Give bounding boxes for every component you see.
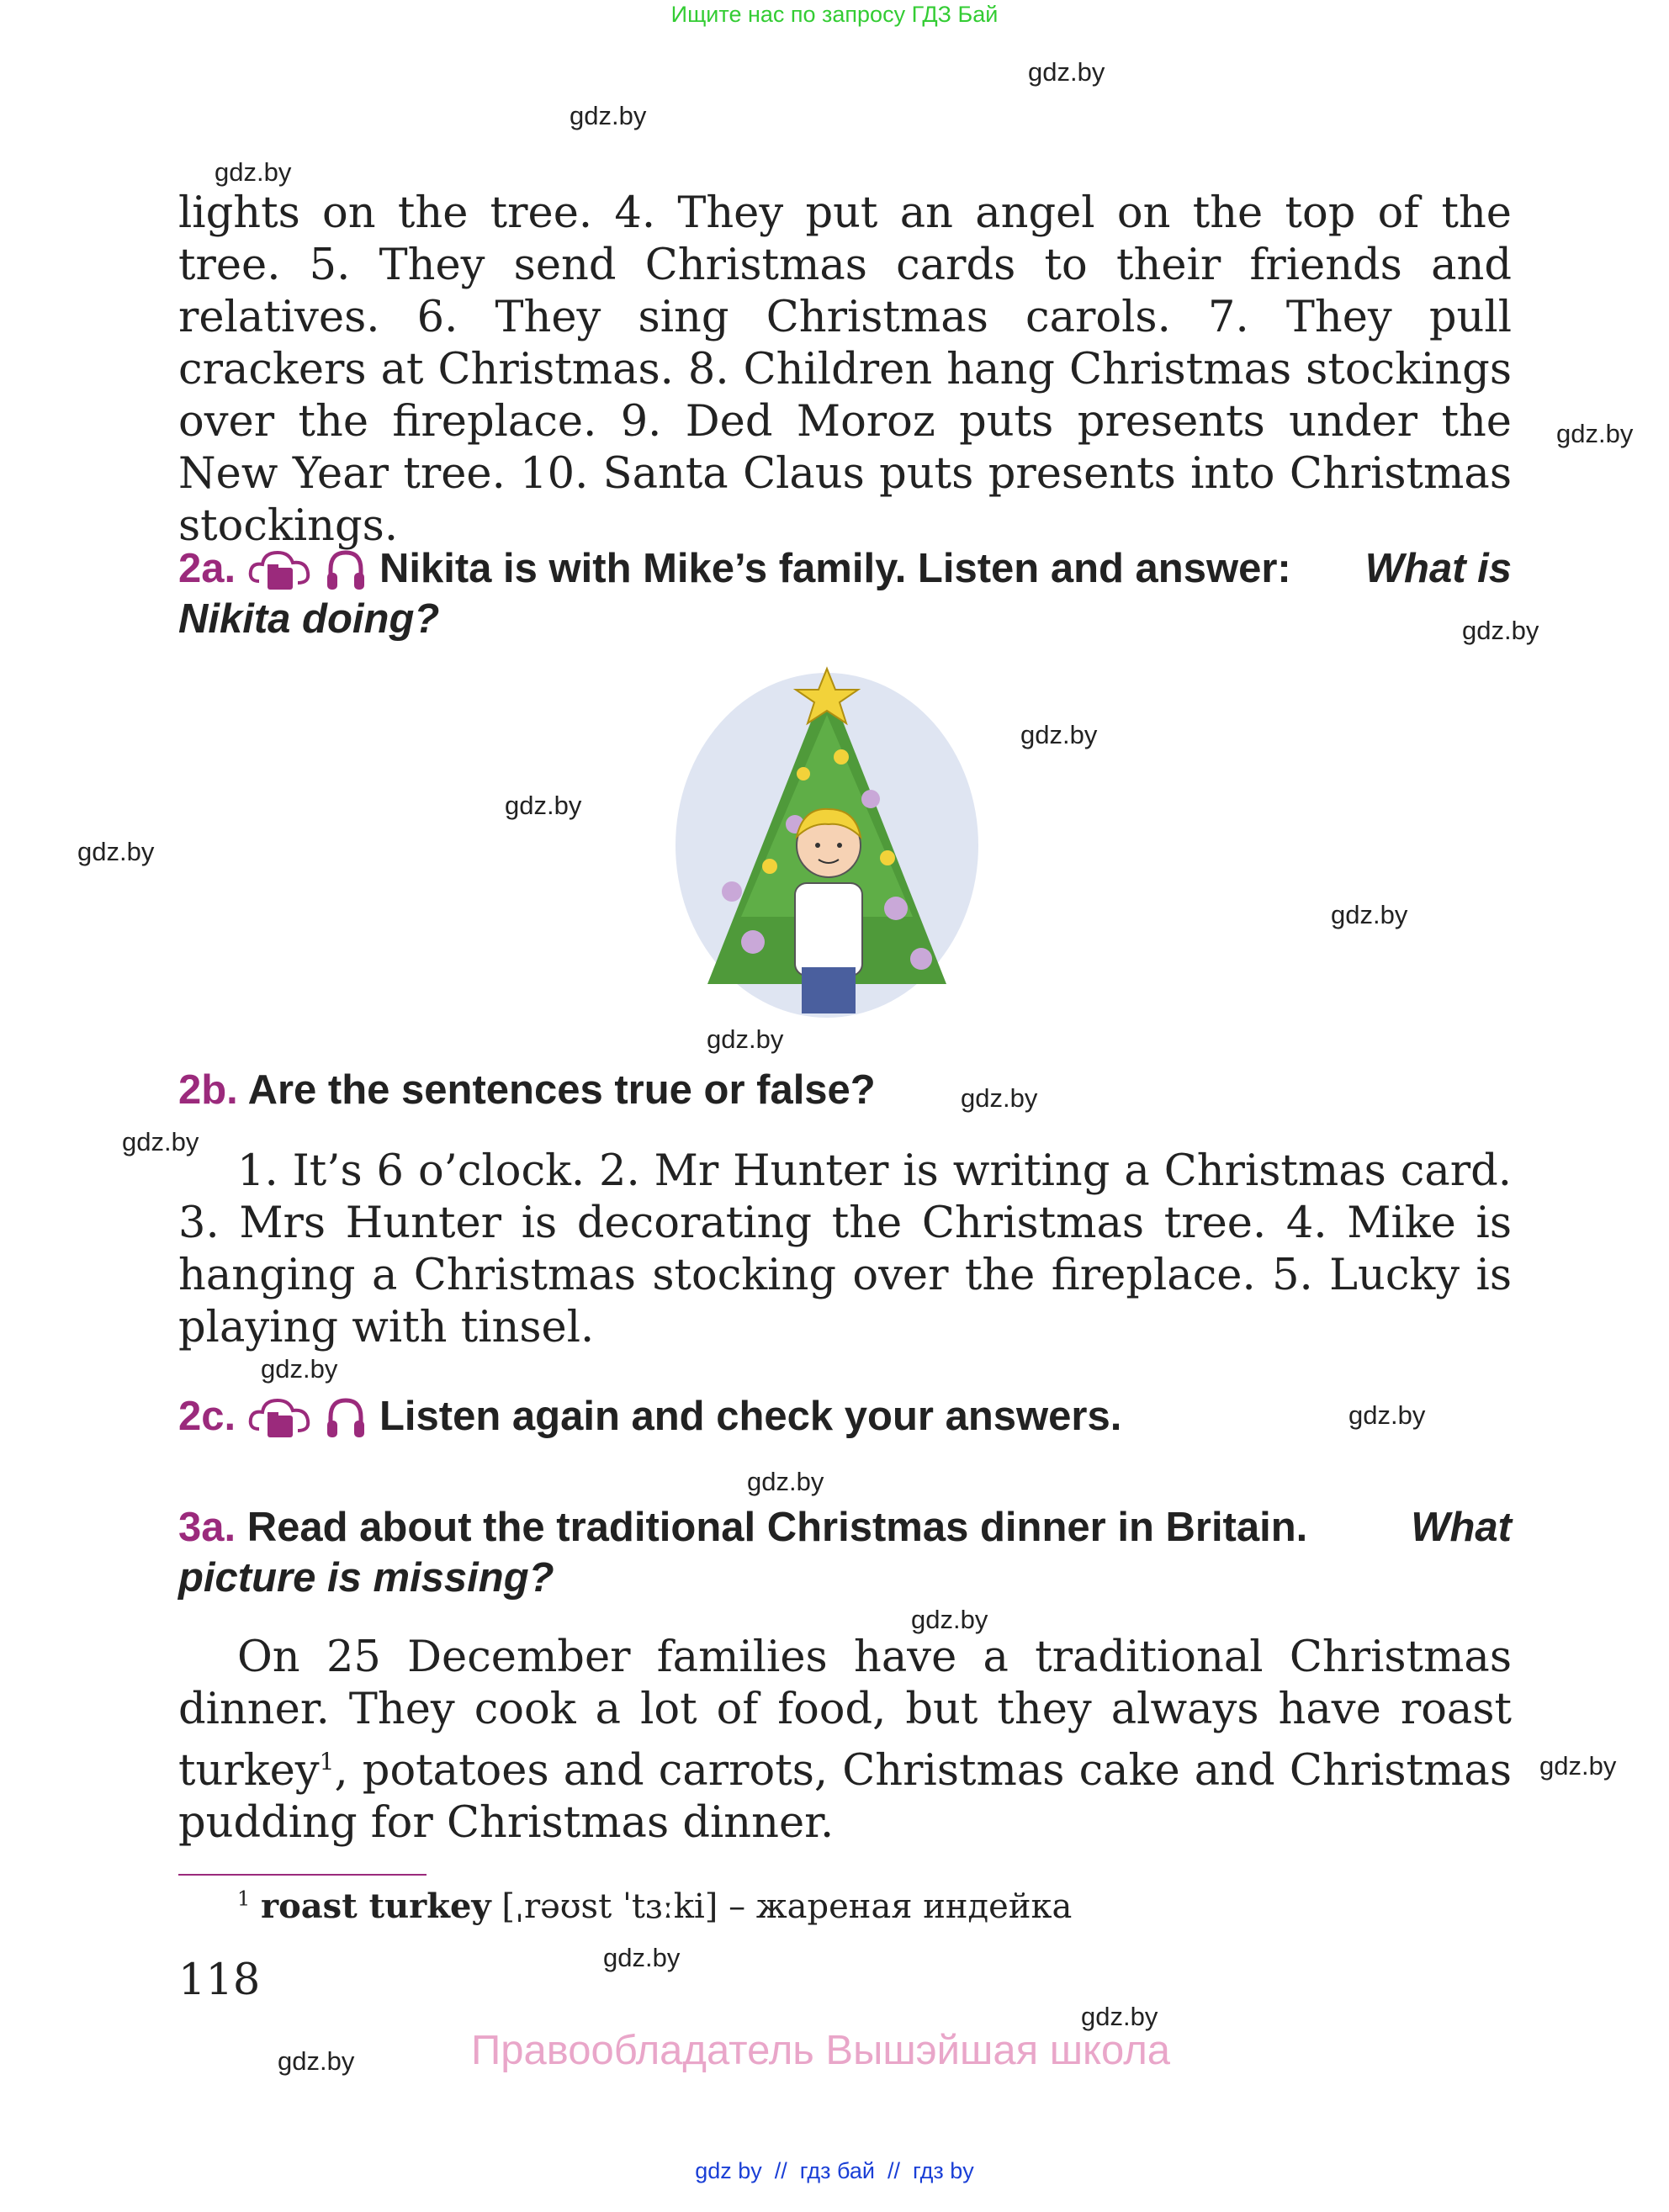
watermark: gdz.by — [1020, 720, 1098, 749]
exercise-number: 3a. — [178, 1505, 236, 1550]
cloud-folder-icon[interactable] — [247, 548, 313, 595]
footnote-divider — [178, 1874, 427, 1876]
footnote-translation: – жареная индейка — [729, 1887, 1073, 1926]
exercise-number: 2a. — [178, 546, 236, 591]
watermark: gdz.by — [1539, 1751, 1617, 1781]
exercise-2b-heading — [178, 1066, 876, 1114]
exercise-3a-text — [178, 1632, 1512, 1850]
copyright-notice: Правообладатель Вышэйшая школа — [471, 2028, 1171, 2073]
watermark: gdz.by — [1028, 57, 1105, 87]
watermark: gdz.by — [747, 1467, 824, 1496]
footnote-term: roast turkey — [261, 1887, 491, 1926]
headphones-icon[interactable] — [324, 548, 368, 595]
watermark: gdz.by — [961, 1083, 1038, 1113]
exercise-2c-heading — [178, 1393, 1121, 1442]
exercise1-text: lights on the tree. 4. They put an angel on the top of the tree. 5. They send Christmas cards to their friends and relatives. 6. They sing Christmas carols. 7. They pull crackers at Christmas. 8. Children hang Christmas stockings over the fireplace. 9. Ded Moroz puts presents under the New Year tree. 10. Santa Claus puts presents into Christmas stockings. — [178, 188, 1512, 551]
footnote — [237, 1887, 1072, 1926]
watermark: gdz.by — [1331, 900, 1408, 929]
watermark: gdz.by — [1556, 419, 1634, 448]
exercise-instruction: Listen again and check your answers. — [379, 1394, 1122, 1439]
cloud-folder-icon[interactable] — [247, 1395, 313, 1442]
exercise-number: 2c. — [178, 1394, 236, 1439]
watermark: gdz.by — [77, 837, 155, 866]
bottom-links[interactable]: gdz by // гдз бай // гдз by — [695, 2158, 974, 2183]
watermark: gdz.by — [1348, 1400, 1426, 1430]
exercise-question: What is — [1364, 546, 1512, 591]
footnote-transcription: [ˌrəʊst ˈtɜːki] — [501, 1887, 718, 1926]
top-banner[interactable]: Ищите нас по запросу ГДЗ Бай — [670, 2, 999, 27]
exercise-number: 2b. — [178, 1067, 238, 1113]
exercise-instruction: Read about the traditional Christmas dinner in Britain. — [246, 1505, 1308, 1550]
boy-christmas-tree-illustration — [669, 664, 984, 1018]
footnote-mark: 1 — [237, 1887, 251, 1911]
exercise-instruction: Are the sentences true or false? — [247, 1067, 876, 1113]
exercise-2b-text: 1. It’s 6 o’clock. 2. Mr Hunter is writing a Christmas card. 3. Mrs Hunter is decorating the Christmas tree. 4. Mike is hanging a Christmas stocking over the fireplace. 5. Lucky is playing with tinsel. — [178, 1146, 1512, 1352]
exercise-2a-heading — [178, 545, 1512, 595]
text-part: On 25 December families have a traditional Christmas dinner. They cook a lot of food, but they always have roast turkey — [178, 1633, 1512, 1796]
watermark: gdz.by — [278, 2046, 355, 2076]
exercise-question: What — [1411, 1505, 1512, 1550]
watermark: gdz.by — [707, 1024, 784, 1054]
watermark: gdz.by — [122, 1127, 199, 1156]
watermark: gdz.by — [261, 1354, 338, 1384]
watermark: gdz.by — [505, 791, 582, 820]
footnote-mark: 1 — [319, 1748, 335, 1775]
exercise-question-continued: picture is missing? — [178, 1555, 554, 1601]
watermark: gdz.by — [1081, 2002, 1158, 2031]
watermark: gdz.by — [603, 1943, 681, 1972]
exercise-3a-heading — [178, 1504, 1512, 1551]
exercise-instruction: Nikita is with Mike’s family. Listen and answer: — [379, 546, 1291, 591]
watermark: gdz.by — [911, 1605, 988, 1634]
watermark: gdz.by — [570, 101, 647, 130]
exercise-question-continued: Nikita doing? — [178, 596, 440, 642]
headphones-icon[interactable] — [324, 1395, 368, 1442]
text-part: , potatoes and carrots, Christmas cake and Christmas pudding for Christmas dinner. — [178, 1746, 1512, 1848]
page-number: 118 — [178, 1955, 261, 2005]
watermark: gdz.by — [1462, 616, 1539, 645]
watermark: gdz.by — [215, 157, 292, 187]
